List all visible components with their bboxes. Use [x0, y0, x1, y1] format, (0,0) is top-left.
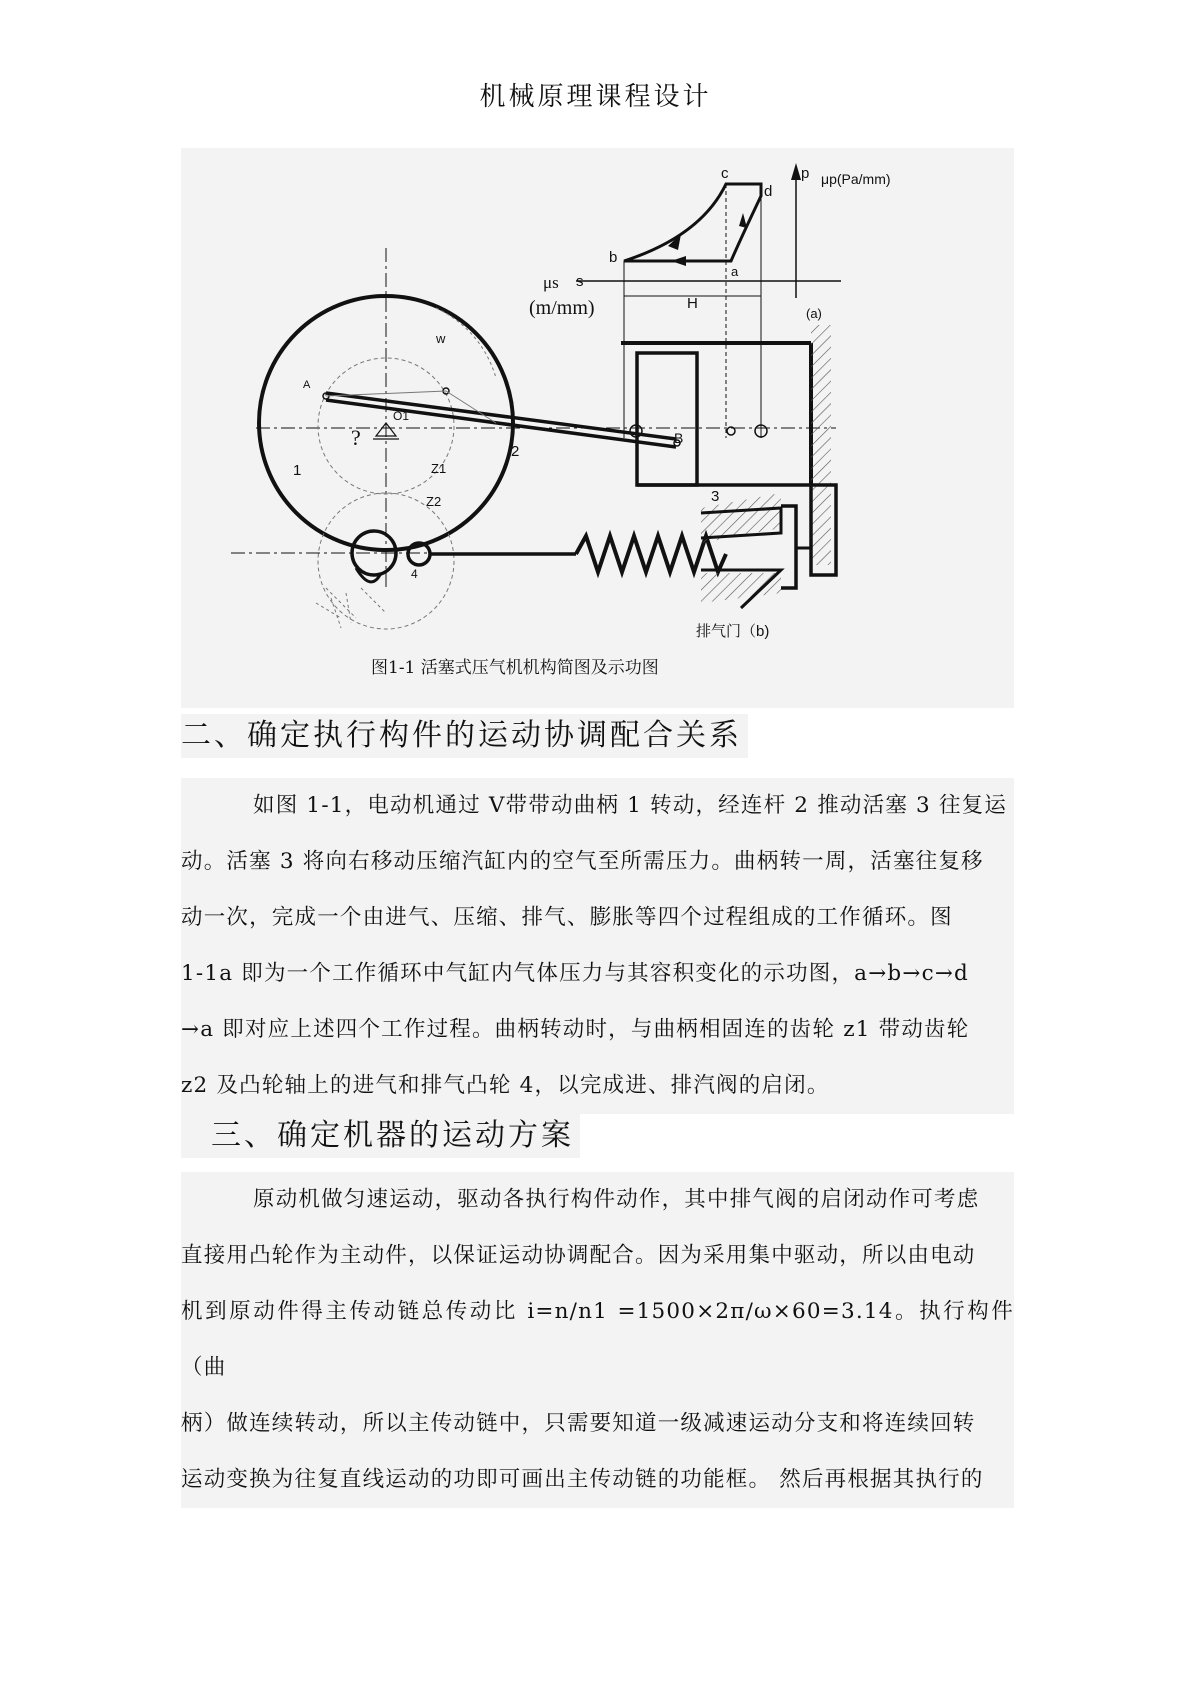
label-c: c: [721, 165, 729, 182]
label-question: ?: [351, 425, 361, 450]
label-o1: O1: [393, 409, 410, 423]
section3-line: 直接用凸轮作为主动件，以保证运动协调配合。因为采用集中驱动，所以由电动: [181, 1243, 976, 1268]
section2-line: 如图 1-1，电动机通过 V带带动曲柄 1 转动，经连杆 2 推动活塞 3 往复运: [253, 793, 1008, 818]
section2-line: →a 即对应上述四个工作过程。曲柄转动时，与曲柄相固连的齿轮 z1 带动齿轮: [181, 1017, 970, 1042]
label-p: p: [801, 165, 810, 182]
label-b: b: [609, 249, 618, 266]
label-b-joint: B: [674, 430, 684, 446]
wall-hatch: [811, 325, 831, 565]
section2-line: z2 及凸轮轴上的进气和排气凸轮 4，以完成进、排汽阀的启闭。: [181, 1073, 830, 1098]
label-a: a: [731, 264, 739, 279]
label-h: H: [687, 295, 698, 312]
label-unit-s: (m/mm): [529, 297, 595, 319]
label-s: s: [576, 273, 584, 290]
label-z1: Z1: [431, 461, 447, 476]
section3-line: 柄）做连续转动，所以主传动链中，只需要知道一级减速运动分支和将连续回转: [181, 1411, 976, 1436]
section3-line: 运动变换为往复直线运动的功即可画出主传动链的功能框。 然后再根据其执行的: [181, 1467, 984, 1492]
arrow-ab: [671, 256, 686, 266]
section3-line: 原动机做匀速运动，驱动各执行构件动作，其中排气阀的启闭动作可考虑: [253, 1187, 980, 1212]
label-mu-p: μp(Pa/mm): [821, 171, 891, 187]
piston-3: [637, 353, 697, 485]
label-z2: Z2: [426, 494, 442, 509]
mechanism-diagram: [181, 148, 1014, 708]
section2-line: 1-1a 即为一个工作循环中气缸内气体压力与其容积变化的示功图，a→b→c→d: [181, 961, 970, 986]
section3-body: [181, 1172, 1014, 1508]
label-w: w: [436, 331, 446, 346]
arrow-da: [739, 213, 747, 228]
label-d: d: [764, 183, 773, 200]
label-exhaust-valve: 排气门（b): [696, 623, 770, 640]
label-rod-2: 2: [511, 443, 520, 460]
page-header: 机械原理课程设计: [479, 82, 712, 112]
exhaust-valve: [781, 506, 796, 588]
section3-line: 机到原动件得主传动链总传动比 i=n/n1 =1500×2π/ω×60=3.14。执行构件（曲: [181, 1299, 1014, 1380]
section2-heading: 二、确定执行构件的运动协调配合关系: [181, 714, 748, 758]
section3-heading: 三、确定机器的运动方案: [181, 1114, 580, 1158]
label-fig-a: (a): [806, 306, 822, 321]
label-crank-1: 1: [293, 462, 302, 479]
mechanism-figure: [181, 148, 1014, 708]
figure-caption: 图1-1 活塞式压气机机构简图及示功图: [371, 658, 659, 678]
section2-body: [181, 778, 1014, 1114]
p-axis-arrow: [791, 163, 801, 180]
valve-housing-bottom: [701, 573, 781, 603]
label-mu-s: μs: [543, 273, 559, 292]
label-crank-a: A: [303, 379, 311, 391]
label-piston-3: 3: [711, 488, 720, 505]
section2-line: 动。活塞 3 将向右移动压缩汽缸内的空气至所需压力。曲柄转一周，活塞往复移: [181, 849, 984, 874]
label-cam-4: 4: [411, 567, 418, 581]
section2-line: 动一次，完成一个由进气、压缩、排气、膨胀等四个过程组成的工作循环。图: [181, 905, 953, 930]
